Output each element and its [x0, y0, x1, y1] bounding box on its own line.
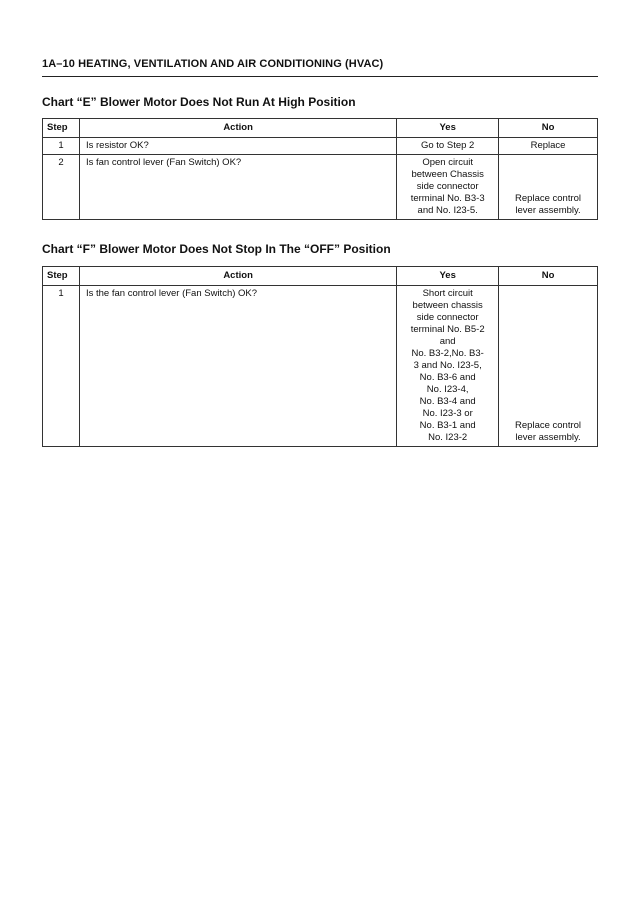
no-result: Replace control lever assembly. [499, 286, 598, 447]
chart-f-title: Chart “F” Blower Motor Does Not Stop In The “OFF” Position [42, 242, 391, 256]
header-divider [42, 76, 598, 77]
step-number: 1 [43, 138, 80, 155]
no-result: Replace control lever assembly. [499, 155, 598, 220]
yes-result: Go to Step 2 [397, 138, 499, 155]
chart-f-table [42, 266, 598, 447]
step-number: 1 [43, 286, 80, 447]
action-text: Is the fan control lever (Fan Switch) OK? [79, 286, 396, 447]
page-header: 1A–10 HEATING, VENTILATION AND AIR CONDITIONING (HVAC) [42, 58, 384, 70]
no-result: Replace [499, 138, 598, 155]
chart-e-header-row [43, 119, 598, 138]
table-row [43, 286, 598, 447]
action-text: Is fan control lever (Fan Switch) OK? [79, 155, 396, 220]
yes-result: Open circuit between Chassis side connector terminal No. B3-3 and No. I23-5. [397, 155, 499, 220]
column-header-yes: Yes [397, 267, 499, 286]
column-header-no: No [499, 119, 598, 138]
column-header-action: Action [79, 267, 396, 286]
column-header-step: Step [43, 119, 80, 138]
table-row [43, 155, 598, 220]
chart-e-title: Chart “E” Blower Motor Does Not Run At High Position [42, 95, 356, 109]
action-text: Is resistor OK? [79, 138, 396, 155]
chart-e-table [42, 118, 598, 220]
column-header-step: Step [43, 267, 80, 286]
column-header-no: No [499, 267, 598, 286]
column-header-action: Action [79, 119, 396, 138]
table-row [43, 138, 598, 155]
column-header-yes: Yes [397, 119, 499, 138]
step-number: 2 [43, 155, 80, 220]
chart-f-header-row [43, 267, 598, 286]
yes-result: Short circuit between chassis side connector terminal No. B5-2 and No. B3-2,No. B3- 3 and No. I23-5, No. B3-6 and No. I23-4, No. B3-4 and No. I23-3 or No. B3-1 and No. I23-2 [397, 286, 499, 447]
